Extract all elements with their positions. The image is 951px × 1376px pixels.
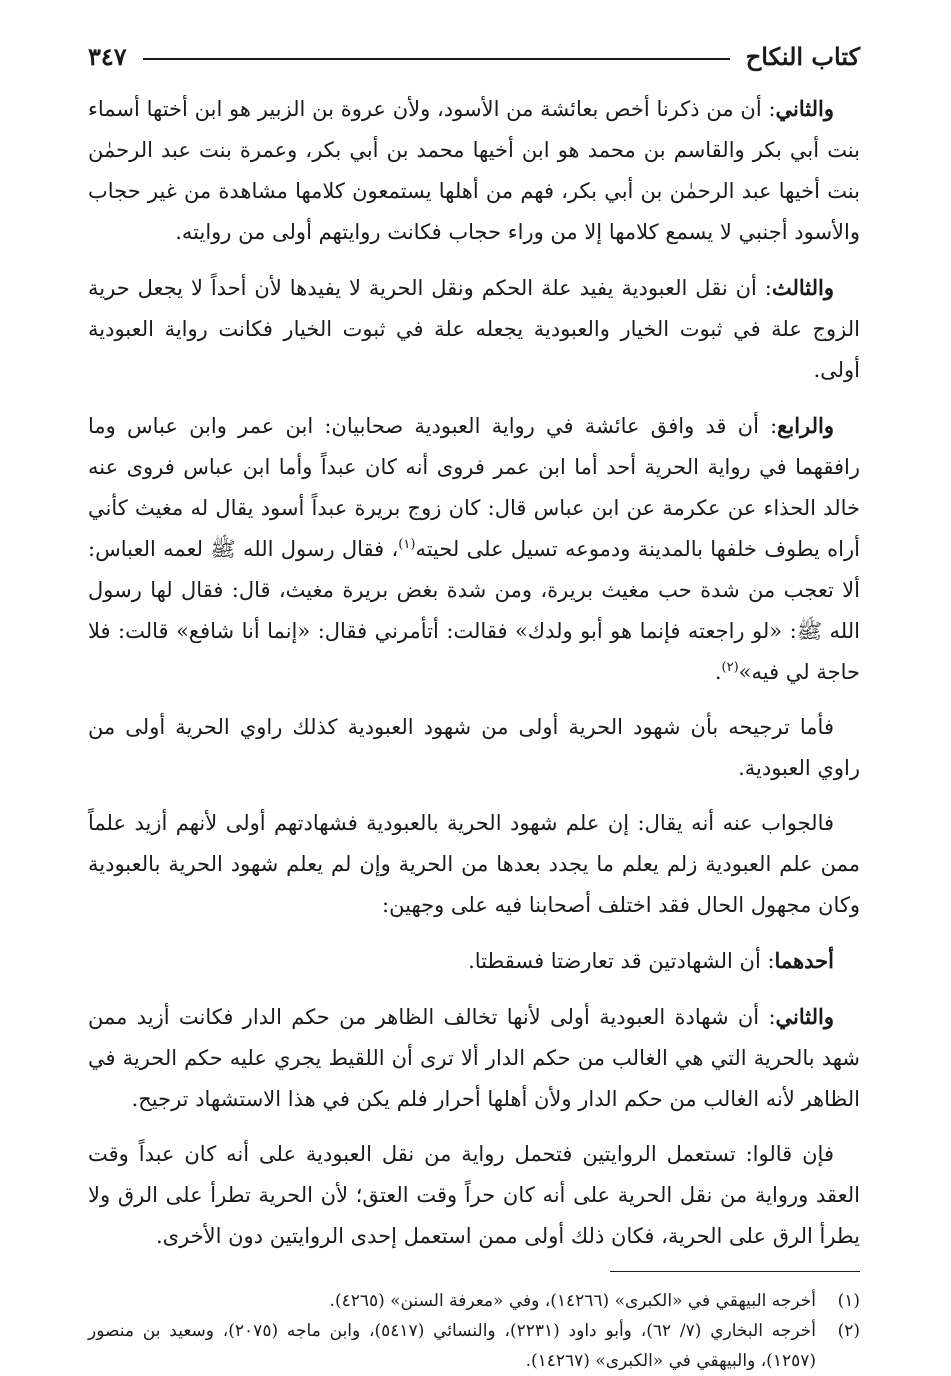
chapter-title: كتاب النكاح — [745, 41, 860, 71]
paragraph-text: : أن قد وافق عائشة في رواية العبودية صحابيان: ابن عمر وابن عباس وما رافقهما في رواية الحرية أحد أما ابن عمر فروى أنه كان عبداً وأما ابن عباس فروى عنه خالد الحذاء عن عكرمة عن ابن عباس قال: كان زوج بريرة عبداً أسود يقال له مغيث كأني أراه يطوف خلفها بالمدينة ودموعه تسيل على لحيته — [88, 414, 860, 561]
book-page — [88, 34, 860, 1371]
paragraph-lead: والثاني — [775, 1004, 834, 1029]
footnote-number: (١) — [837, 1291, 860, 1311]
paragraph-second-view — [88, 996, 860, 1120]
footnote-ref-1[interactable]: (١) — [398, 537, 416, 552]
paragraph-answer — [88, 803, 860, 926]
paragraph-text: . — [714, 660, 722, 684]
paragraph-lead: والثالث — [771, 275, 834, 300]
paragraph-text: : أن نقل العبودية يفيد علة الحكم ونقل الحرية لا يفيدها لأن أحداً لا يجعل حرية الزوج علة في ثبوت الخيار والعبودية يجعله علة في ثبوت الخيار فكانت رواية العبودية أولى. — [88, 276, 860, 382]
page-header — [88, 34, 860, 78]
footnote-ref-2[interactable]: (٢) — [721, 660, 739, 675]
paragraph-text: : أن شهادة العبودية أولى لأنها تخالف الظاهر من حكم الدار فكانت أزيد ممن شهد بالحرية التي هي الغالب من حكم الدار ألا ترى أن اللقيط يجري عليه حكم الحرية في الظاهر لأنه الغالب من حكم الدار ولأن أهلها أحرار فلم يكن في هذا الاستشهاد ترجيح. — [88, 1005, 860, 1111]
paragraph-lead: والثاني — [775, 96, 834, 121]
footnote-rule — [610, 1271, 860, 1272]
paragraph-objection — [88, 1134, 860, 1257]
header-rule — [143, 58, 730, 60]
paragraph-text: ، فقال رسول الله ﷺ لعمه العباس: ألا تعجب من شدة حب مغيث بريرة، ومن شدة بغض بريرة مغيث، قال: فقال لها رسول الله ﷺ: «لو راجعته فإنما هو أبو ولدك» فقالت: أتأمرني فقال: «إنما أنا شافع» قالت: فلا حاجة لي فيه» — [88, 537, 860, 684]
footnote-text: أخرجه البخاري (٧/ ٦٢)، وأبو داود (٢٢٣١)، والنسائي (٥٤١٧)، وابن ماجه (٢٠٧٥)، وسعيد بن منصور (١٢٥٧)، والبيهقي في «الكبرى» (١٤٢٦٧). — [88, 1321, 816, 1371]
paragraph-text: : أن من ذكرنا أخص بعائشة من الأسود، ولأن عروة بن الزبير هو ابن أختها أسماء بنت أبي بكر والقاسم بن محمد هو ابن أخيها محمد بن أبي بكر، وعمرة بنت عبد الرحمٰن بنت أخيها عبد الرحمٰن بن أبي بكر، فهم من أهلها يستمعون كلامها مشاهدة من غير حجاب والأسود أجنبي لا يسمع كلامها إلا من وراء حجاب فكانت روايتهم أولى من روايته. — [88, 97, 860, 244]
footnote-2 — [88, 1316, 860, 1376]
footnotes-section — [88, 1271, 860, 1376]
paragraph-tarjih — [88, 707, 860, 789]
footnote-1 — [88, 1286, 860, 1316]
paragraph-first-view — [88, 940, 860, 982]
paragraph-lead: والرابع — [777, 413, 834, 438]
footnote-number: (٢) — [837, 1321, 860, 1341]
paragraph-fourth — [88, 405, 860, 693]
paragraph-text: فالجواب عنه أنه يقال: إن علم شهود الحرية بالعبودية فشهادتهم أولى لأنهم أزيد علماً ممن علم العبودية زلم يعلم ما يجدد بعدها من الحرية وإن لم يعلم شهود الحرية بالعبودية وكان مجهول الحال فقد اختلف أصحابنا فيه على وجهين: — [88, 811, 860, 917]
paragraph-text: فإن قالوا: تستعمل الروايتين فتحمل رواية من نقل العبودية على أنه كان عبداً وقت العقد ورواية من نقل الحرية على أنه كان حراً وقت العتق؛ لأن الحرية تطرأ على الرق ولا يطرأ الرق على الحرية، فكان ذلك أولى ممن استعمل إحدى الروايتين دون الأخرى. — [88, 1142, 860, 1248]
paragraph-lead: أحدهما — [774, 948, 834, 973]
paragraph-third — [88, 267, 860, 391]
paragraph-text: فأما ترجيحه بأن شهود الحرية أولى من شهود العبودية كذلك راوي الحرية أولى من راوي العبودية. — [88, 715, 860, 780]
page-number: ٣٤٧ — [88, 41, 127, 71]
paragraph-text: : أن الشهادتين قد تعارضتا فسقطتا. — [468, 949, 775, 973]
page-body — [88, 88, 860, 1257]
footnote-text: أخرجه البيهقي في «الكبرى» (١٤٢٦٦)، وفي «معرفة السنن» (٤٢٦٥). — [329, 1291, 816, 1311]
paragraph-second — [88, 88, 860, 253]
